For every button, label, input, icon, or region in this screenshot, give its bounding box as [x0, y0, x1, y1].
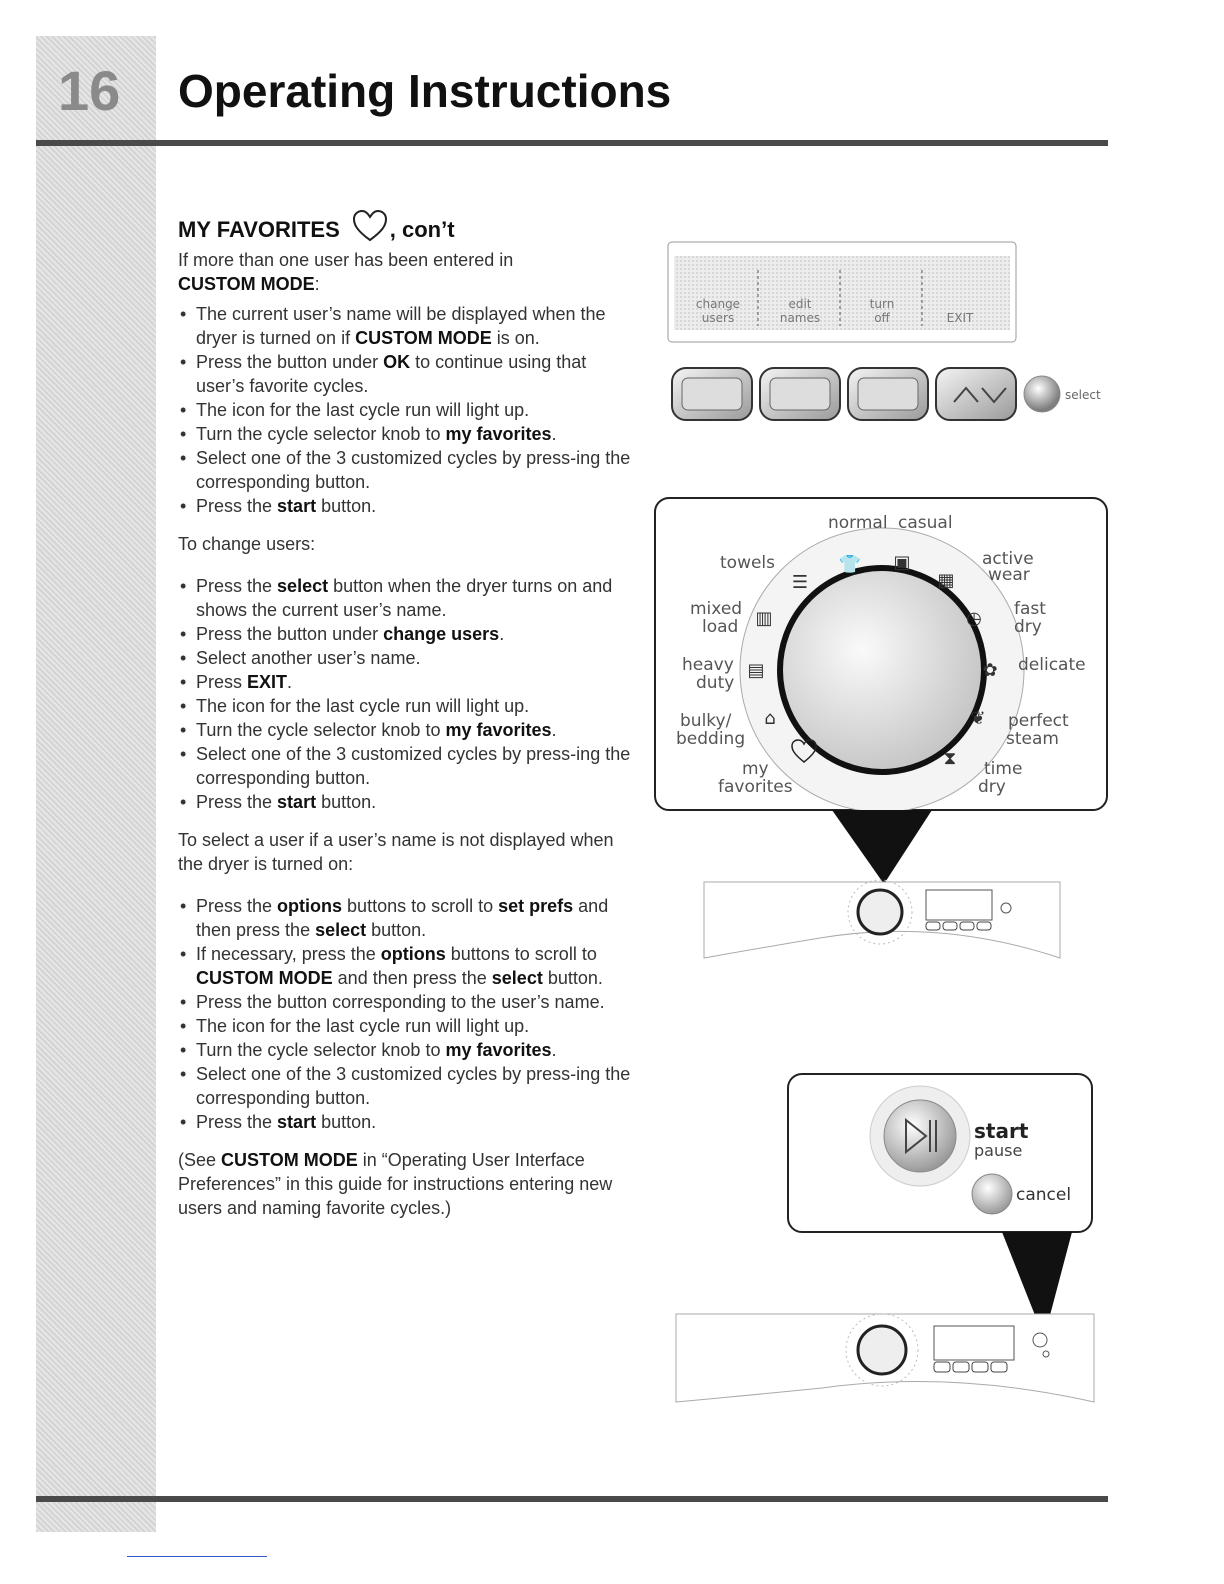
svg-text:bedding: bedding [676, 729, 746, 749]
list-item: • Select another user’s name. [178, 646, 638, 670]
instructions-column [178, 210, 638, 1220]
list-item: • Press EXIT. [178, 670, 638, 694]
page-title: Operating Instructions [178, 65, 672, 117]
softkey-buttons [672, 368, 1016, 420]
svg-text:load: load [702, 617, 739, 637]
list-item: • If necessary, press the options buttons to scroll to CUSTOM MODE and then press the select button. [178, 942, 638, 990]
bedding-icon: ⌂ [764, 708, 776, 729]
svg-text:duty: duty [696, 673, 735, 693]
list-item: • Turn the cycle selector knob to my favorites. [178, 422, 638, 446]
svg-text:bulky/: bulky/ [680, 711, 732, 731]
list-select-user [178, 894, 638, 1134]
list-item: • Press the button under OK to continue using that user’s favorite cycles. [178, 350, 638, 398]
list-item: • Turn the cycle selector knob to my favorites. [178, 718, 638, 742]
svg-text:favorites: favorites [718, 777, 793, 797]
list-item: • The icon for the last cycle run will light up. [178, 398, 638, 422]
svg-text:dry: dry [978, 777, 1006, 797]
list-item: • The current user’s name will be displayed when the dryer is turned on if CUSTOM MODE is on. [178, 302, 638, 350]
list-item: • Press the button corresponding to the user’s name. [178, 990, 638, 1014]
start-pause-button[interactable] [884, 1100, 956, 1172]
svg-text:mixed: mixed [690, 599, 743, 619]
svg-text:active: active [982, 549, 1034, 569]
svg-text:names: names [779, 311, 821, 325]
softkey-label-change-users: change [695, 297, 741, 311]
svg-text:fast: fast [1014, 599, 1046, 619]
pointer-triangle [832, 810, 932, 884]
list-item: • The icon for the last cycle run will light up. [178, 694, 638, 718]
list-item: • Press the start button. [178, 790, 638, 814]
page-sidebar [36, 36, 156, 1532]
active-wear-icon: ▦ [937, 570, 955, 591]
heavy-duty-icon: ▤ [747, 660, 765, 681]
cycle-dial-figure [652, 494, 1112, 884]
change-users-heading: To change users: [178, 534, 316, 554]
list-current-user [178, 302, 638, 518]
intro-text: If more than one user has been entered in CUSTOM MODE: [178, 250, 514, 294]
footer-underline [127, 1556, 267, 1557]
svg-text:users: users [701, 311, 735, 325]
control-panel-thumbnail-1 [700, 878, 1066, 962]
svg-text:normal: normal [828, 513, 888, 533]
list-item: • Turn the cycle selector knob to my favorites. [178, 1038, 638, 1062]
header-rule [36, 140, 1108, 146]
svg-text:towels: towels [720, 553, 776, 573]
svg-text:wear: wear [988, 565, 1030, 585]
svg-text:time: time [984, 759, 1023, 779]
svg-text:heavy: heavy [682, 655, 734, 675]
start-label: start [974, 1119, 1029, 1143]
list-item: • Press the start button. [178, 1110, 638, 1134]
section-title: MY FAVORITES , con’t [178, 210, 638, 242]
list-item: • The icon for the last cycle run will light up. [178, 1014, 638, 1038]
select-user-heading: To select a user if a user’s name is not displayed when the dryer is turned on: [178, 830, 614, 874]
list-item: • Select one of the 3 customized cycles by press-ing the corresponding button. [178, 742, 638, 790]
svg-text:dry: dry [1014, 617, 1042, 637]
delicate-icon: ✿ [982, 660, 998, 681]
svg-text:casual: casual [898, 513, 953, 533]
softkey-label-edit-names: edit [788, 297, 812, 311]
list-item: • Press the button under change users. [178, 622, 638, 646]
control-panel-thumbnail-2 [672, 1310, 1098, 1406]
mixed-load-icon: ▥ [755, 608, 773, 629]
list-item: • Press the options buttons to scroll to set prefs and then press the select button. [178, 894, 638, 942]
cancel-button[interactable] [972, 1174, 1012, 1214]
list-item: • Select one of the 3 customized cycles by press-ing the corresponding button. [178, 446, 638, 494]
cycle-selector-knob[interactable] [780, 568, 984, 772]
custom-mode-note: (See CUSTOM MODE in “Operating User Interface Preferences” in this guide for instructions entering new users and naming favorite cycles.) [178, 1150, 613, 1218]
softkey-label-turn-off: turn [869, 297, 895, 311]
list-item: • Select one of the 3 customized cycles by press-ing the corresponding button. [178, 1062, 638, 1110]
svg-text:off: off [874, 311, 890, 325]
list-item: • Press the start button. [178, 494, 638, 518]
start-pause-figure [784, 1070, 1096, 1338]
footer-rule [36, 1496, 1108, 1502]
select-button[interactable] [1024, 376, 1060, 412]
list-change-users [178, 574, 638, 814]
display-softkeys-figure [660, 240, 1110, 440]
softkey-button-4[interactable] [936, 368, 1016, 420]
pause-label: pause [974, 1141, 1023, 1160]
cancel-label: cancel [1016, 1185, 1072, 1205]
list-item: • Press the select button when the dryer turns on and shows the current user’s name. [178, 574, 638, 622]
svg-text:my: my [742, 759, 769, 779]
softkey-label-exit: EXIT [946, 311, 974, 325]
fast-dry-icon: ◷ [966, 608, 982, 629]
svg-text:steam: steam [1006, 729, 1059, 749]
shirt-tag-icon: ▣ [893, 552, 911, 573]
svg-text:perfect: perfect [1008, 711, 1069, 731]
page-number: 16 [58, 59, 121, 122]
towels-icon: ☰ [791, 572, 809, 593]
select-label: select [1065, 388, 1101, 402]
heart-icon [352, 210, 388, 242]
steam-icon: ❦ [970, 708, 986, 729]
svg-text:delicate: delicate [1018, 655, 1086, 675]
hourglass-icon: ⧗ [943, 748, 957, 769]
shirt-icon: 👕 [838, 554, 862, 575]
